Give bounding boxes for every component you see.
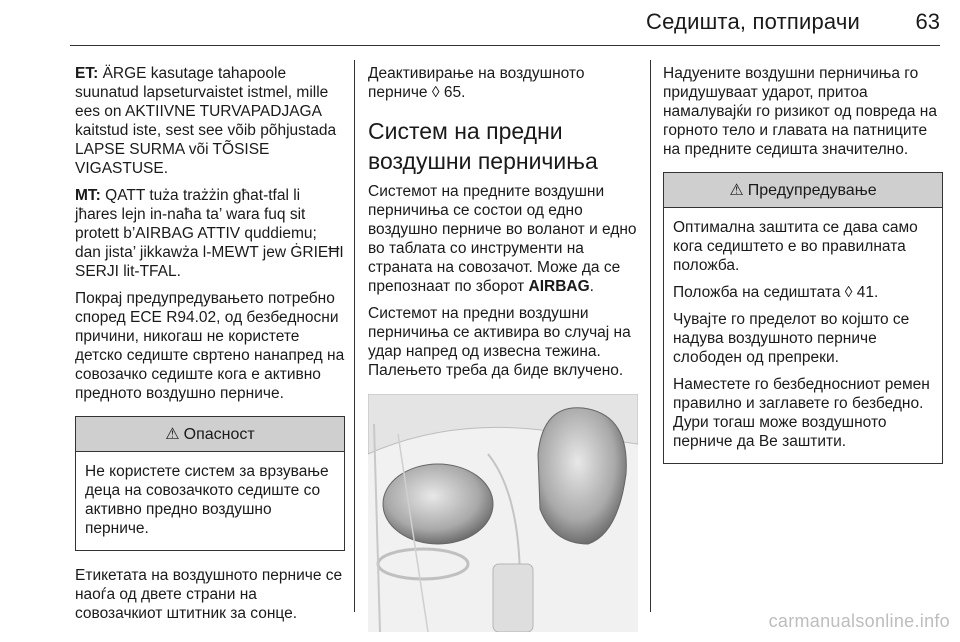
- warning-triangle-icon: ⚠: [165, 425, 180, 443]
- warning-triangle-icon: ⚠: [729, 181, 744, 199]
- seat-position-text: Положба на седиштата: [673, 284, 841, 301]
- activation-description: Системот на предни воздушни перничиња се активира во случај на удар напред од извесна тежина. Палењето треба да биде вклучено.: [368, 305, 631, 379]
- warning-box-body: [664, 208, 942, 463]
- warning-item-2: [673, 283, 933, 302]
- estonian-warning: [75, 64, 345, 178]
- warning-title: Предупредување: [747, 181, 877, 199]
- system-description: [368, 182, 638, 296]
- danger-box-header: [76, 417, 344, 452]
- page-ref-icon: ◊: [844, 284, 853, 301]
- page-ref-icon: ◊: [431, 84, 440, 101]
- warning-item-4: Наместете го безбедносниот ремен правилно и заглавете го безбедно. Дури тогаш може воздушното перниче да Ве заштити.: [673, 376, 930, 450]
- inflated-airbags-paragraph: Надуените воздушни перничиња го придушуваат ударот, притоа намалувајќи го ризикот од повреда на горното тело и главата на патниците на предните седишта значително.: [663, 65, 937, 158]
- system-description-text: Системот на предните воздушни перничиња се состои од едно воздушно перниче во воланот и едно во таблата со инструменти на страната на совозачот. Може да се препознаат по зборот: [368, 183, 637, 295]
- et-label: ET:: [75, 65, 99, 82]
- deactivation-reference: [368, 64, 638, 102]
- column-right: [663, 64, 943, 479]
- warning-item-1: Оптимална заштита се дава само кога седиштето е во правилната положба.: [673, 219, 918, 274]
- danger-box: [75, 416, 345, 551]
- ece-paragraph: Покрај предупредувањето потребно според ECE R94.02, од безбедносни причини, никогаш не користете детско седиште свртено нанапред на совозачко седиште кога е активно предното воздушно перниче.: [75, 290, 345, 402]
- label-location-paragraph: Етикетата на воздушното перниче се наоѓа од двете страни на совозачкиот штитник за сонце.: [75, 567, 343, 622]
- deactivation-text: Деактивирање на воздушното перниче: [368, 65, 585, 101]
- column-middle: [368, 64, 638, 632]
- danger-title: Опасност: [183, 425, 255, 443]
- warning-item-3: Чувајте го пределот во којшто се надува воздушното перниче слободен од препреки.: [673, 311, 910, 366]
- column-divider: [354, 60, 355, 612]
- watermark: carmanualsonline.info: [768, 611, 950, 631]
- danger-text: Не користете систем за врзување деца на совозачкото седиште со активно предно воздушно перниче.: [85, 463, 329, 537]
- maltese-warning: [75, 186, 345, 281]
- warning-box: [663, 172, 943, 464]
- danger-box-body: [76, 452, 344, 550]
- airbag-illustration: [368, 394, 638, 632]
- seat-position-page[interactable]: 41.: [856, 284, 879, 301]
- system-description-end: .: [589, 278, 594, 295]
- dashboard-airbags-drawing: [368, 394, 638, 632]
- mt-label: MT:: [75, 187, 101, 204]
- page-header-title: Седишта, потпирачи: [646, 9, 860, 34]
- column-divider: [650, 60, 651, 612]
- page-number: 63: [915, 9, 940, 34]
- column-left: [75, 64, 345, 631]
- section-heading: Систем на предни воздушни перничиња: [368, 118, 598, 174]
- header-divider: [70, 45, 940, 46]
- et-text: ÄRGE kasutage tahapoole suunatud lapseturvaistet istmel, mille ees on AKTIIVNE TURVAPADJAGA kaitstud iste, sest see võib põhjustada LAPSE SURMA või TÕSISE VIGASTUSE.: [75, 65, 337, 177]
- deactivation-page[interactable]: 65.: [443, 84, 466, 101]
- warning-box-header: [664, 173, 942, 208]
- airbag-word: AIRBAG: [528, 278, 590, 295]
- mt-text: QATT tuża trażżin għat-tfal li jħares lejn in-naħa ta’ wara fuq sit protett b’AIRBAG ATTIV quddiemu; dan jista’ jikkawża l-MEWT jew ĠRIEĦI SERJI lit-TFAL.: [75, 187, 344, 280]
